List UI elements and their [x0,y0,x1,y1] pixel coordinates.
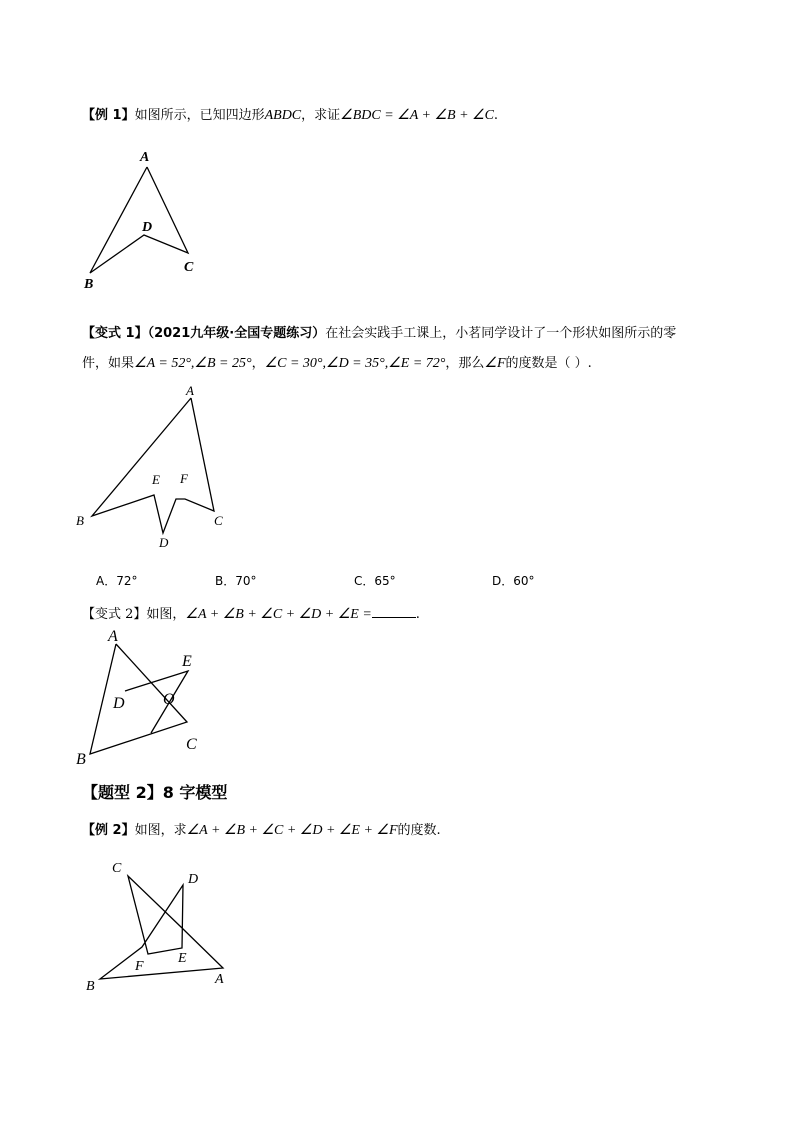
example2-tag: 【例 2】 [82,823,135,838]
section-title: 【题型 2】8 字模型 [82,783,228,802]
label-A: A [140,150,150,165]
label-C: C [186,736,197,753]
label-B: B [76,513,84,528]
label-O: O [163,691,175,708]
variant1-figure [74,383,244,553]
variant2-tag: 【变式 2】 [82,607,147,622]
variant1-cond2: ∠C = 30°,∠D = 35°,∠E = 72° [264,356,446,371]
variant1-line2: 件，如果∠A = 52°,∠B = 25°，∠C = 30°,∠D = 35°,∠E = 72°，那么∠F的度数是（ ）. [82,356,592,371]
example1-tag: 【例 1】 [82,108,135,123]
example2-equation: ∠A + ∠B + ∠C + ∠D + ∠E + ∠F [186,823,398,838]
example2-text: 【例 2】如图，求∠A + ∠B + ∠C + ∠D + ∠E + ∠F的度数. [82,823,441,838]
label-E: E [152,472,160,487]
label-A: A [108,628,118,645]
example2-figure [80,850,250,1000]
variant1-tag: 【变式 1】 [82,326,148,341]
label-B: B [86,979,95,994]
option-d[interactable]: D．60° [492,574,535,588]
label-F: F [180,471,188,486]
answer-blank[interactable] [372,605,416,618]
example1-figure [80,145,220,295]
quad-name: ABDC [264,108,302,123]
label-D: D [188,872,199,887]
variant2-text: 【变式 2】如图，∠A + ∠B + ∠C + ∠D + ∠E = . [82,607,420,622]
label-C: C [214,513,223,528]
variant2-figure [74,626,214,766]
option-a[interactable]: A．72° [96,574,138,588]
variant1-source: （2021九年级·全国专题练习） [147,326,326,341]
label-A: A [186,383,194,398]
label-C: C [112,861,122,876]
variant2-equation: ∠A + ∠B + ∠C + ∠D + ∠E = [185,607,372,622]
variant1-cond1: ∠A = 52°,∠B = 25° [134,356,252,371]
variant1-line1: 【变式 1】（2021九年级·全国专题练习）在社会实践手工课上，小茗同学设计了一个形状如图所示的零 [82,326,677,341]
label-E: E [178,951,187,966]
label-E: E [182,653,192,670]
label-F: F [135,959,144,974]
label-D: D [159,535,169,550]
example1-text: 【例 1】如图所示，已知四边形ABDC，求证∠BDC = ∠A + ∠B + ∠C. [82,108,499,123]
option-b[interactable]: B．70° [215,574,257,588]
option-c[interactable]: C．65° [354,574,396,588]
label-B: B [84,277,94,292]
label-D: D [142,220,153,235]
label-B: B [76,751,86,768]
label-C: C [184,260,194,275]
variant1-target: ∠F [484,356,506,371]
label-A: A [215,972,224,987]
example1-equation: ∠BDC = ∠A + ∠B + ∠C [340,108,494,123]
label-D: D [113,695,125,712]
